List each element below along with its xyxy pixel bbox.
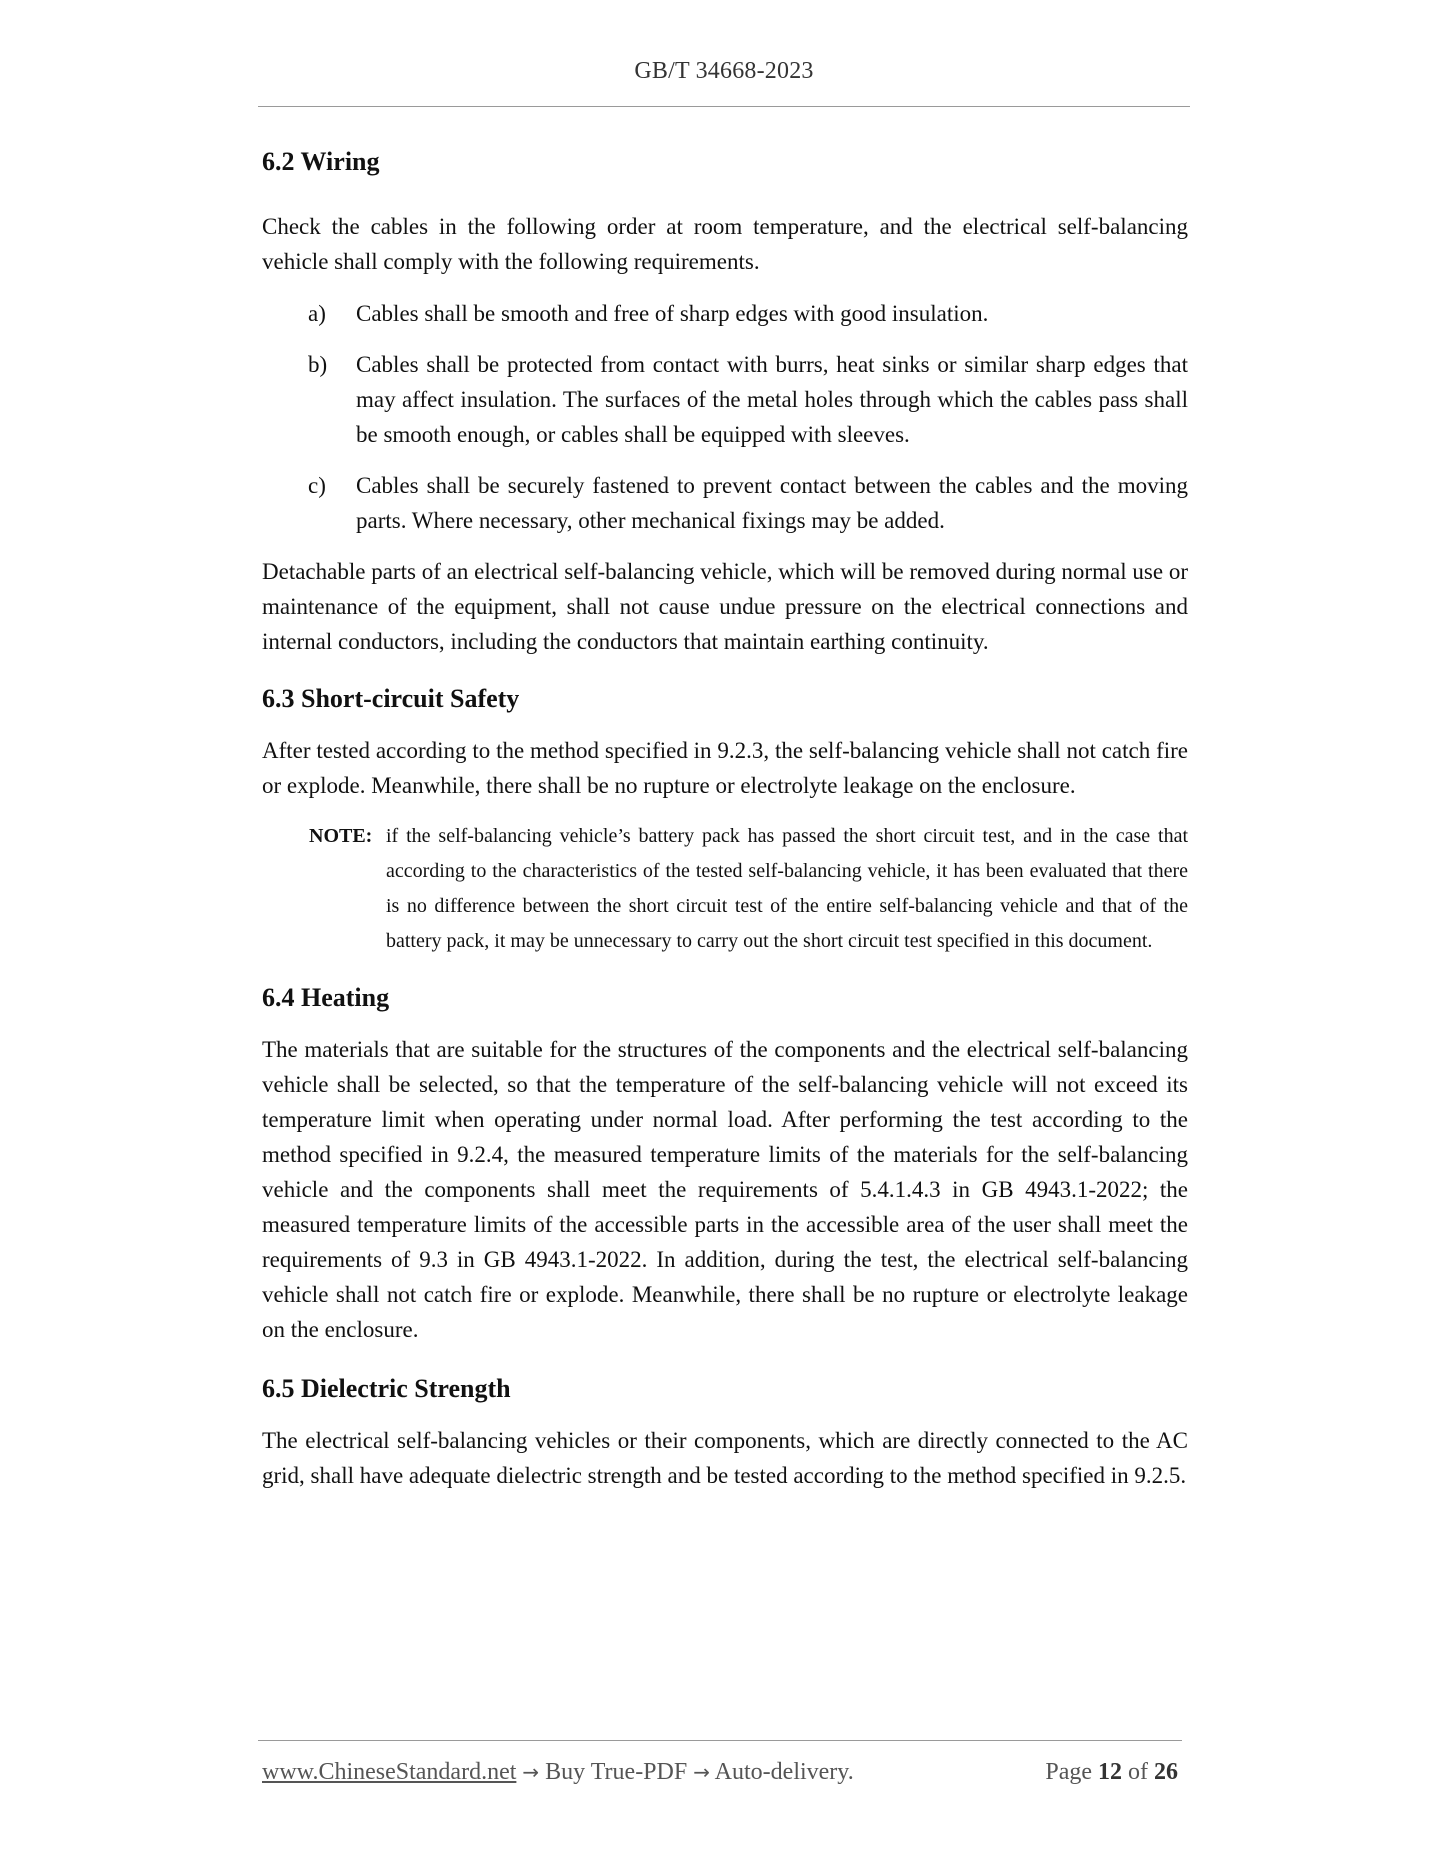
paragraph-6-2-closing: Detachable parts of an electrical self-balancing vehicle, which will be removed during normal use or maintenance of the equipment, shall not cause undue pressure on the electrical connections and internal conductors, including the conductors that maintain earthing continuity.	[262, 559, 1188, 654]
section-heading-6-4: 6.4 Heating	[262, 983, 390, 1012]
list-marker: a)	[308, 301, 326, 326]
requirements-list	[262, 296, 1188, 538]
page-word: Page	[1045, 1759, 1092, 1785]
list-marker: b)	[308, 352, 328, 377]
list-item-text: Cables shall be protected from contact with burrs, heat sinks or similar sharp edges that may affect insulation. The surfaces of the metal holes through which the cables pass shall be smooth enough, or cables shall be equipped with sleeves.	[356, 352, 1188, 447]
paragraph-6-5-body: The electrical self-balancing vehicles or their components, which are directly connected to the AC grid, shall have adequate dielectric strength and be tested according to the method specified in 9.2.5.	[262, 1428, 1188, 1488]
footer-promo	[262, 1756, 854, 1788]
section-heading-6-2: 6.2 Wiring	[262, 147, 380, 176]
arrow-right-icon: →	[693, 1760, 710, 1784]
page-current: 12	[1098, 1759, 1122, 1785]
note-label: NOTE:	[309, 825, 373, 847]
paragraph-6-3-body: After tested according to the method specified in 9.2.3, the self-balancing vehicle shall not catch fire or explode. Meanwhile, there shall be no rupture or electrolyte leakage on the enclosure.	[262, 738, 1188, 798]
note-text: if the self-balancing vehicle’s battery pack has passed the short circuit test, and in the case that according to the characteristics of the tested self-balancing vehicle, it has been evaluated that there is no difference between the short circuit test of the entire self-balancing vehicle and that of the battery pack, it may be unnecessary to carry out the short circuit test specified in this document.	[386, 825, 1188, 952]
section-heading-6-3: 6.3 Short-circuit Safety	[262, 684, 520, 713]
delivery-text: Auto-delivery.	[714, 1759, 854, 1785]
arrow-right-icon: →	[522, 1760, 540, 1784]
page-content	[262, 145, 1188, 1493]
paragraph-6-4-body: The materials that are suitable for the structures of the components and the electrical self-balancing vehicle shall be selected, so that the temperature of the self-balancing vehicle will not exceed its temperature limit when operating under normal load. After performing the test according to the method specified in 9.2.4, the measured temperature limits of the materials for the self-balancing vehicle and the components shall meet the requirements of 5.4.1.4.3 in GB 4943.1-2022; the measured temperature limits of the accessible parts in the accessible area of the user shall meet the requirements of 9.3 in GB 4943.1-2022. In addition, during the test, the electrical self-balancing vehicle shall not catch fire or explode. Meanwhile, there shall be no rupture or electrolyte leakage on the enclosure.	[262, 1037, 1188, 1342]
site-link[interactable]: www.ChineseStandard.net	[262, 1759, 517, 1785]
list-item	[262, 347, 1188, 452]
footer-divider	[258, 1740, 1182, 1741]
list-marker: c)	[308, 473, 326, 498]
paragraph-6-2-intro: Check the cables in the following order at room temperature, and the electrical self-balancing vehicle shall comply with the following requirements.	[262, 214, 1188, 274]
list-item	[262, 296, 1188, 331]
list-item-text: Cables shall be securely fastened to prevent contact between the cables and the moving parts. Where necessary, other mechanical fixings may be added.	[356, 473, 1188, 533]
section-heading-6-5: 6.5 Dielectric Strength	[262, 1374, 511, 1403]
page-number	[1045, 1756, 1178, 1788]
note-block	[309, 819, 1188, 959]
running-header: GB/T 34668-2023	[634, 58, 814, 84]
of-word: of	[1128, 1759, 1148, 1785]
list-item-text: Cables shall be smooth and free of sharp edges with good insulation.	[356, 301, 989, 326]
page-total: 26	[1154, 1759, 1178, 1785]
header-divider	[258, 106, 1190, 107]
buy-text: Buy True-PDF	[545, 1759, 688, 1785]
list-item	[262, 468, 1188, 538]
